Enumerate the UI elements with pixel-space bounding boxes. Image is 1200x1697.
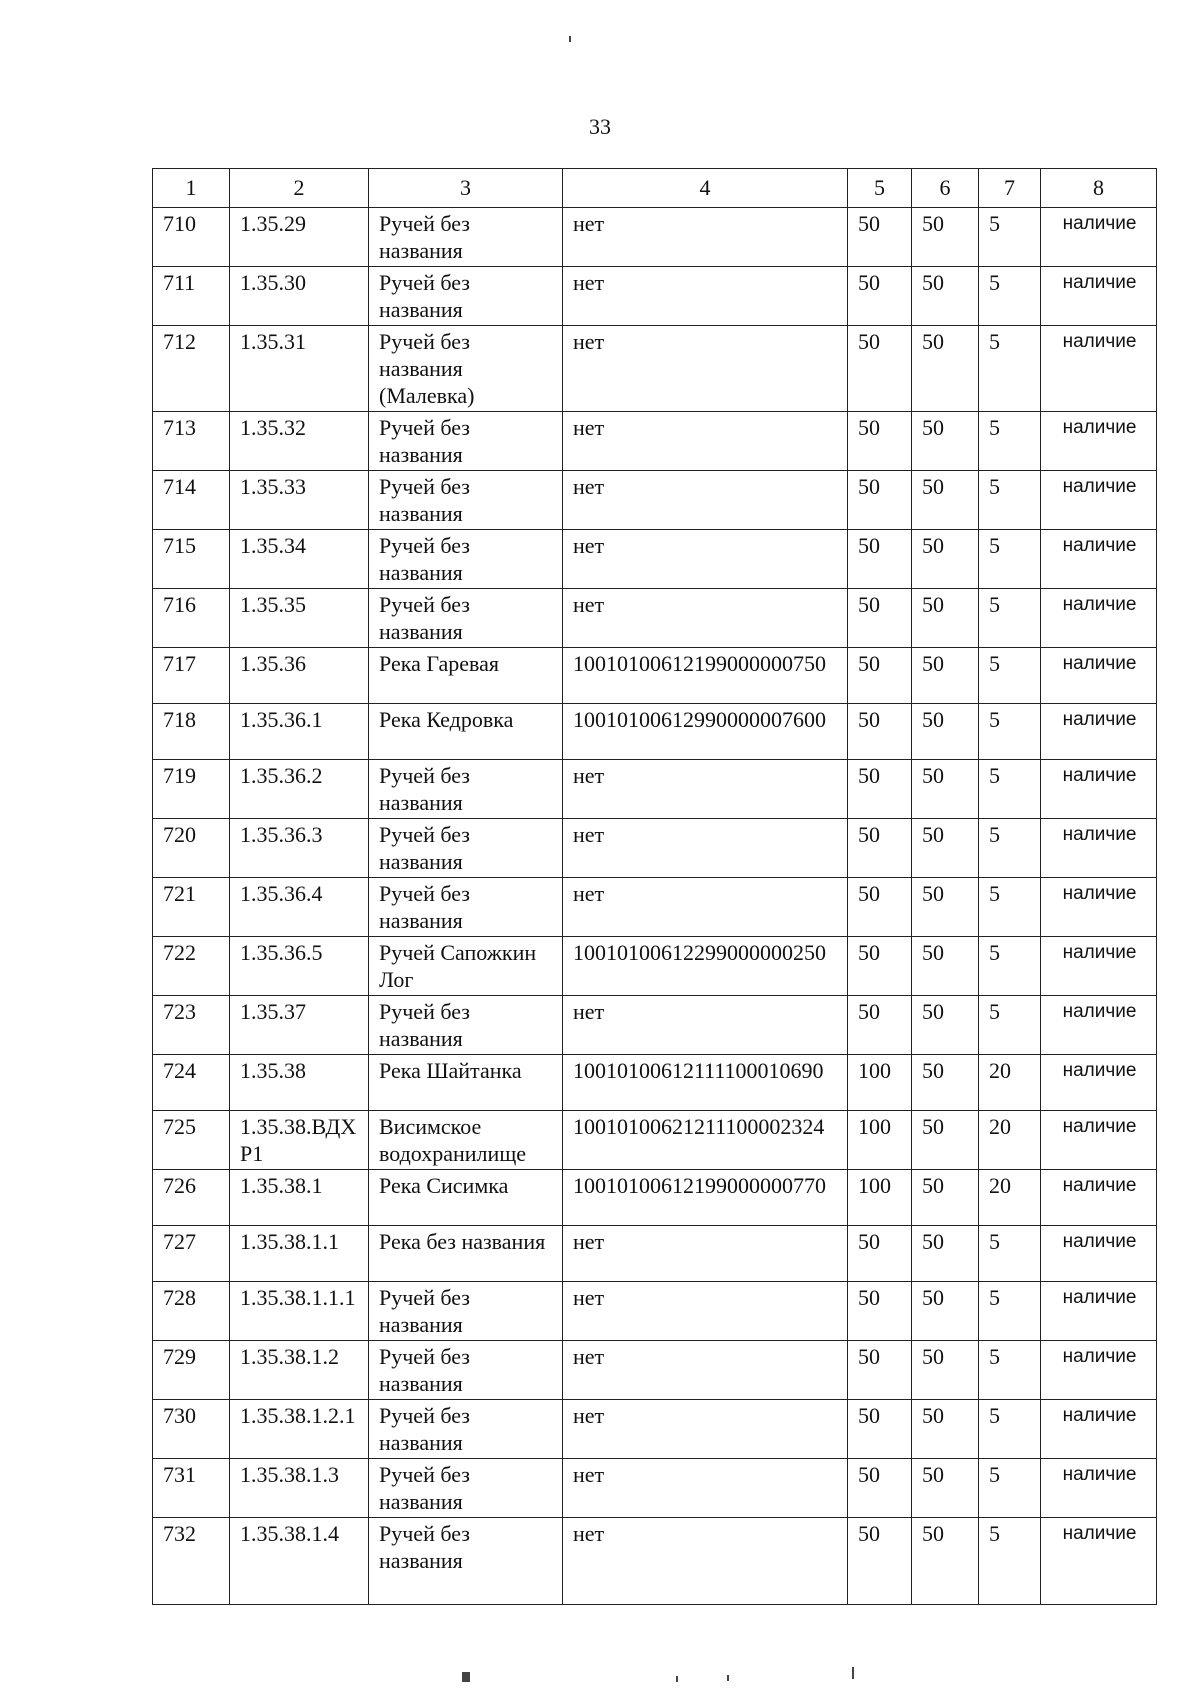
- code-cell: 1.35.38.1.2.1: [230, 1400, 369, 1459]
- table-body: [153, 208, 1157, 1605]
- column-5-cell: 50: [848, 1341, 912, 1400]
- column-6-cell: 50: [912, 1226, 979, 1282]
- code-cell: 1.35.36.1: [230, 704, 369, 760]
- row-number-cell: 714: [153, 471, 230, 530]
- code-cell: 1.35.32: [230, 412, 369, 471]
- column-7-cell: 5: [979, 1400, 1041, 1459]
- registry-id-cell: 10010100621211100002324: [563, 1111, 848, 1170]
- scan-mark-bottom-4: [852, 1667, 854, 1679]
- column-6-cell: 50: [912, 208, 979, 267]
- registry-id-cell: нет: [563, 1282, 848, 1341]
- water-body-name-cell: Ручей без названия: [369, 760, 563, 819]
- column-7-cell: 5: [979, 937, 1041, 996]
- table-row: [153, 1400, 1157, 1459]
- column-7-cell: 5: [979, 267, 1041, 326]
- column-7-cell: 5: [979, 412, 1041, 471]
- registry-id-cell: нет: [563, 1341, 848, 1400]
- presence-cell: наличие: [1041, 819, 1157, 878]
- water-body-name-cell: Ручей без названия: [369, 996, 563, 1055]
- column-5-cell: 50: [848, 1400, 912, 1459]
- water-body-name-cell: Ручей без названия: [369, 819, 563, 878]
- page-number: 33: [589, 114, 611, 139]
- water-body-name-cell: Река Гаревая: [369, 648, 563, 704]
- scan-mark-bottom-2: [676, 1676, 678, 1682]
- column-6-cell: 50: [912, 1400, 979, 1459]
- column-6-cell: 50: [912, 267, 979, 326]
- registry-id-cell: нет: [563, 1400, 848, 1459]
- code-cell: 1.35.38.1.4: [230, 1518, 369, 1605]
- column-7-cell: 5: [979, 471, 1041, 530]
- row-number-cell: 711: [153, 267, 230, 326]
- column-header-5: 5: [848, 169, 912, 208]
- registry-id-cell: нет: [563, 267, 848, 326]
- water-body-name-cell: Река без названия: [369, 1226, 563, 1282]
- presence-cell: наличие: [1041, 1170, 1157, 1226]
- column-6-cell: 50: [912, 1341, 979, 1400]
- row-number-cell: 728: [153, 1282, 230, 1341]
- column-7-cell: 5: [979, 530, 1041, 589]
- table-row: [153, 1459, 1157, 1518]
- code-cell: 1.35.38.1: [230, 1170, 369, 1226]
- presence-cell: наличие: [1041, 412, 1157, 471]
- row-number-cell: 725: [153, 1111, 230, 1170]
- presence-cell: наличие: [1041, 1282, 1157, 1341]
- column-6-cell: 50: [912, 819, 979, 878]
- scan-mark-top: [569, 36, 571, 42]
- water-body-name-cell: Ручей без названия (Малевка): [369, 326, 563, 412]
- column-6-cell: 50: [912, 760, 979, 819]
- water-body-name-cell: Река Шайтанка: [369, 1055, 563, 1111]
- registry-id-cell: нет: [563, 1518, 848, 1605]
- column-7-cell: 20: [979, 1170, 1041, 1226]
- registry-id-cell: нет: [563, 1226, 848, 1282]
- table-row: [153, 1111, 1157, 1170]
- code-cell: 1.35.36.3: [230, 819, 369, 878]
- column-5-cell: 50: [848, 1518, 912, 1605]
- code-cell: 1.35.38: [230, 1055, 369, 1111]
- water-body-name-cell: Ручей без названия: [369, 208, 563, 267]
- column-5-cell: 50: [848, 530, 912, 589]
- column-6-cell: 50: [912, 996, 979, 1055]
- presence-cell: наличие: [1041, 267, 1157, 326]
- registry-id-cell: нет: [563, 530, 848, 589]
- code-cell: 1.35.36.2: [230, 760, 369, 819]
- table-row: [153, 471, 1157, 530]
- water-bodies-table: [152, 168, 1157, 1605]
- registry-id-cell: нет: [563, 760, 848, 819]
- code-cell: 1.35.30: [230, 267, 369, 326]
- water-body-name-cell: Ручей без названия: [369, 267, 563, 326]
- presence-cell: наличие: [1041, 471, 1157, 530]
- presence-cell: наличие: [1041, 1459, 1157, 1518]
- column-header-7: 7: [979, 169, 1041, 208]
- table-row: [153, 1341, 1157, 1400]
- column-6-cell: 50: [912, 471, 979, 530]
- row-number-cell: 710: [153, 208, 230, 267]
- row-number-cell: 723: [153, 996, 230, 1055]
- row-number-cell: 715: [153, 530, 230, 589]
- registry-id-cell: нет: [563, 819, 848, 878]
- row-number-cell: 732: [153, 1518, 230, 1605]
- column-6-cell: 50: [912, 1518, 979, 1605]
- registry-id-cell: нет: [563, 471, 848, 530]
- column-5-cell: 50: [848, 760, 912, 819]
- water-body-name-cell: Ручей без названия: [369, 412, 563, 471]
- row-number-cell: 727: [153, 1226, 230, 1282]
- water-body-name-cell: Ручей Сапожкин Лог: [369, 937, 563, 996]
- table-row: [153, 704, 1157, 760]
- column-5-cell: 100: [848, 1170, 912, 1226]
- column-5-cell: 50: [848, 267, 912, 326]
- registry-id-cell: 10010100612111100010690: [563, 1055, 848, 1111]
- code-cell: 1.35.37: [230, 996, 369, 1055]
- water-body-name-cell: Ручей без названия: [369, 1341, 563, 1400]
- presence-cell: наличие: [1041, 648, 1157, 704]
- row-number-cell: 724: [153, 1055, 230, 1111]
- scan-mark-bottom-3: [727, 1675, 729, 1681]
- column-6-cell: 50: [912, 1055, 979, 1111]
- column-5-cell: 100: [848, 1111, 912, 1170]
- presence-cell: наличие: [1041, 1341, 1157, 1400]
- presence-cell: наличие: [1041, 1400, 1157, 1459]
- column-7-cell: 5: [979, 704, 1041, 760]
- presence-cell: наличие: [1041, 937, 1157, 996]
- water-body-name-cell: Река Кедровка: [369, 704, 563, 760]
- column-6-cell: 50: [912, 326, 979, 412]
- column-7-cell: 20: [979, 1111, 1041, 1170]
- column-7-cell: 5: [979, 326, 1041, 412]
- row-number-cell: 730: [153, 1400, 230, 1459]
- row-number-cell: 712: [153, 326, 230, 412]
- table-row: [153, 1055, 1157, 1111]
- row-number-cell: 716: [153, 589, 230, 648]
- registry-id-cell: нет: [563, 412, 848, 471]
- column-5-cell: 50: [848, 471, 912, 530]
- column-6-cell: 50: [912, 1170, 979, 1226]
- column-7-cell: 5: [979, 1518, 1041, 1605]
- table-row: [153, 208, 1157, 267]
- table-row: [153, 937, 1157, 996]
- row-number-cell: 719: [153, 760, 230, 819]
- column-6-cell: 50: [912, 1459, 979, 1518]
- table-row: [153, 1170, 1157, 1226]
- presence-cell: наличие: [1041, 1055, 1157, 1111]
- column-6-cell: 50: [912, 1111, 979, 1170]
- column-5-cell: 50: [848, 1459, 912, 1518]
- column-6-cell: 50: [912, 1282, 979, 1341]
- water-body-name-cell: Ручей без названия: [369, 589, 563, 648]
- column-header-2: 2: [230, 169, 369, 208]
- code-cell: 1.35.38.1.1.1: [230, 1282, 369, 1341]
- table-header-row: [153, 169, 1157, 208]
- table-row: [153, 530, 1157, 589]
- table-row: [153, 589, 1157, 648]
- column-5-cell: 50: [848, 996, 912, 1055]
- column-5-cell: 50: [848, 704, 912, 760]
- column-5-cell: 50: [848, 1226, 912, 1282]
- water-body-name-cell: Ручей без названия: [369, 1282, 563, 1341]
- row-number-cell: 722: [153, 937, 230, 996]
- presence-cell: наличие: [1041, 996, 1157, 1055]
- water-body-name-cell: Река Сисимка: [369, 1170, 563, 1226]
- presence-cell: наличие: [1041, 704, 1157, 760]
- column-6-cell: 50: [912, 412, 979, 471]
- table-row: [153, 819, 1157, 878]
- column-6-cell: 50: [912, 589, 979, 648]
- water-body-name-cell: Висимское водохранилище: [369, 1111, 563, 1170]
- code-cell: 1.35.31: [230, 326, 369, 412]
- column-header-4: 4: [563, 169, 848, 208]
- presence-cell: наличие: [1041, 1518, 1157, 1605]
- presence-cell: наличие: [1041, 589, 1157, 648]
- presence-cell: наличие: [1041, 878, 1157, 937]
- column-7-cell: 5: [979, 1341, 1041, 1400]
- table-row: [153, 1282, 1157, 1341]
- code-cell: 1.35.35: [230, 589, 369, 648]
- column-7-cell: 5: [979, 878, 1041, 937]
- code-cell: 1.35.38.ВДХР1: [230, 1111, 369, 1170]
- registry-id-cell: нет: [563, 208, 848, 267]
- registry-id-cell: нет: [563, 878, 848, 937]
- column-6-cell: 50: [912, 704, 979, 760]
- registry-id-cell: 10010100612990000007600: [563, 704, 848, 760]
- column-header-3: 3: [369, 169, 563, 208]
- table-row: [153, 760, 1157, 819]
- row-number-cell: 717: [153, 648, 230, 704]
- column-5-cell: 50: [848, 208, 912, 267]
- column-5-cell: 50: [848, 819, 912, 878]
- column-7-cell: 5: [979, 648, 1041, 704]
- column-6-cell: 50: [912, 648, 979, 704]
- column-6-cell: 50: [912, 530, 979, 589]
- column-7-cell: 5: [979, 996, 1041, 1055]
- row-number-cell: 718: [153, 704, 230, 760]
- row-number-cell: 713: [153, 412, 230, 471]
- water-body-name-cell: Ручей без названия: [369, 1459, 563, 1518]
- code-cell: 1.35.36.4: [230, 878, 369, 937]
- table-row: [153, 648, 1157, 704]
- column-5-cell: 50: [848, 326, 912, 412]
- table-row: [153, 412, 1157, 471]
- column-6-cell: 50: [912, 878, 979, 937]
- column-6-cell: 50: [912, 937, 979, 996]
- row-number-cell: 731: [153, 1459, 230, 1518]
- presence-cell: наличие: [1041, 1226, 1157, 1282]
- presence-cell: наличие: [1041, 326, 1157, 412]
- water-body-name-cell: Ручей без названия: [369, 471, 563, 530]
- water-body-name-cell: Ручей без названия: [369, 530, 563, 589]
- presence-cell: наличие: [1041, 1111, 1157, 1170]
- registry-id-cell: 10010100612299000000250: [563, 937, 848, 996]
- column-7-cell: 20: [979, 1055, 1041, 1111]
- column-7-cell: 5: [979, 1282, 1041, 1341]
- row-number-cell: 726: [153, 1170, 230, 1226]
- registry-id-cell: 10010100612199000000750: [563, 648, 848, 704]
- column-7-cell: 5: [979, 819, 1041, 878]
- code-cell: 1.35.38.1.1: [230, 1226, 369, 1282]
- registry-id-cell: нет: [563, 1459, 848, 1518]
- column-7-cell: 5: [979, 1459, 1041, 1518]
- code-cell: 1.35.29: [230, 208, 369, 267]
- column-7-cell: 5: [979, 1226, 1041, 1282]
- registry-id-cell: нет: [563, 589, 848, 648]
- column-header-1: 1: [153, 169, 230, 208]
- code-cell: 1.35.33: [230, 471, 369, 530]
- row-number-cell: 721: [153, 878, 230, 937]
- scan-mark-bottom-1: [462, 1672, 470, 1682]
- presence-cell: наличие: [1041, 530, 1157, 589]
- presence-cell: наличие: [1041, 208, 1157, 267]
- column-7-cell: 5: [979, 589, 1041, 648]
- water-body-name-cell: Ручей без названия: [369, 1518, 563, 1605]
- row-number-cell: 729: [153, 1341, 230, 1400]
- registry-id-cell: нет: [563, 326, 848, 412]
- table-row: [153, 267, 1157, 326]
- water-body-name-cell: Ручей без названия: [369, 878, 563, 937]
- column-5-cell: 100: [848, 1055, 912, 1111]
- code-cell: 1.35.34: [230, 530, 369, 589]
- water-body-name-cell: Ручей без названия: [369, 1400, 563, 1459]
- registry-id-cell: 10010100612199000000770: [563, 1170, 848, 1226]
- registry-id-cell: нет: [563, 996, 848, 1055]
- code-cell: 1.35.36: [230, 648, 369, 704]
- table-row: [153, 1518, 1157, 1605]
- table-row: [153, 1226, 1157, 1282]
- column-5-cell: 50: [848, 1282, 912, 1341]
- column-5-cell: 50: [848, 412, 912, 471]
- column-5-cell: 50: [848, 589, 912, 648]
- column-header-6: 6: [912, 169, 979, 208]
- table-row: [153, 996, 1157, 1055]
- presence-cell: наличие: [1041, 760, 1157, 819]
- table-row: [153, 326, 1157, 412]
- code-cell: 1.35.38.1.2: [230, 1341, 369, 1400]
- row-number-cell: 720: [153, 819, 230, 878]
- column-5-cell: 50: [848, 937, 912, 996]
- column-5-cell: 50: [848, 648, 912, 704]
- code-cell: 1.35.38.1.3: [230, 1459, 369, 1518]
- column-5-cell: 50: [848, 878, 912, 937]
- table-row: [153, 878, 1157, 937]
- column-7-cell: 5: [979, 760, 1041, 819]
- code-cell: 1.35.36.5: [230, 937, 369, 996]
- column-header-8: 8: [1041, 169, 1157, 208]
- column-7-cell: 5: [979, 208, 1041, 267]
